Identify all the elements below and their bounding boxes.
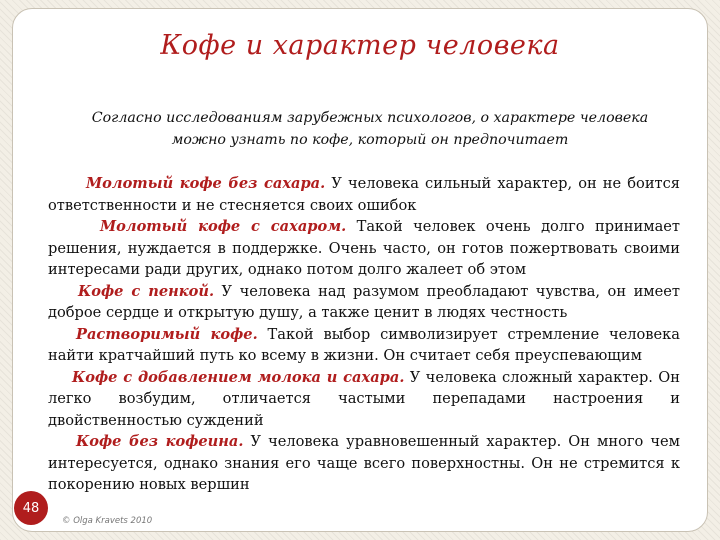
coffee-paragraph-with-foam <box>48 281 680 324</box>
coffee-description: Такой выбор символизирует стремление человека найти кратчайший путь ко всему в жизни. Он считает себя преуспевающим <box>48 325 680 364</box>
coffee-paragraph-ground-no-sugar <box>48 173 680 216</box>
coffee-paragraph-instant <box>48 324 680 367</box>
footer-copyright: © Olga Kravets 2010 <box>62 516 153 526</box>
coffee-description: Такой человек очень долго принимает решения, нуждается в поддержке. Очень часто, он готов пожертвовать своими интересами ради других, однако потом долго жалеет об этом <box>48 218 680 278</box>
intro-line-1: Согласно исследованиям зарубежных психологов, о характере человека <box>91 110 649 126</box>
coffee-paragraph-ground-with-sugar <box>48 216 680 281</box>
page-number-badge: 48 <box>14 491 48 525</box>
intro-line-2: можно узнать по кофе, который он предпочитает <box>171 132 569 148</box>
coffee-list <box>48 173 680 496</box>
coffee-paragraph-decaf <box>48 431 680 496</box>
slide-title: Кофе и характер человека <box>160 30 560 61</box>
coffee-description: У человека уравновешенный характер. Он много чем интересуется, однако знания его чаще всего поверхностны. Он не стремится к покорению новых вершин <box>48 433 680 493</box>
coffee-term: Растворимый кофе. <box>76 325 258 343</box>
coffee-description: У человека сложный характер. Он легко возбудим, отличается частыми перепадами настроения и двойственностью суждений <box>48 368 680 429</box>
coffee-term: Кофе с добавлением молока и сахара. <box>72 368 405 386</box>
intro-text <box>70 107 670 151</box>
coffee-term: Кофе без кофеина. <box>76 433 244 450</box>
coffee-term: Молотый кофе с сахаром. <box>100 218 347 235</box>
coffee-term: Молотый кофе без сахара. <box>86 175 326 192</box>
coffee-term: Кофе с пенкой. <box>78 282 215 300</box>
coffee-description: У человека над разумом преобладают чувства, он имеет доброе сердце и открытую душу, а также ценит в людях честность <box>48 282 680 321</box>
coffee-description: У человека сильный характер, он не боится ответственности и не стесняется своих ошибок <box>48 175 680 214</box>
coffee-paragraph-milk-and-sugar <box>48 367 680 432</box>
